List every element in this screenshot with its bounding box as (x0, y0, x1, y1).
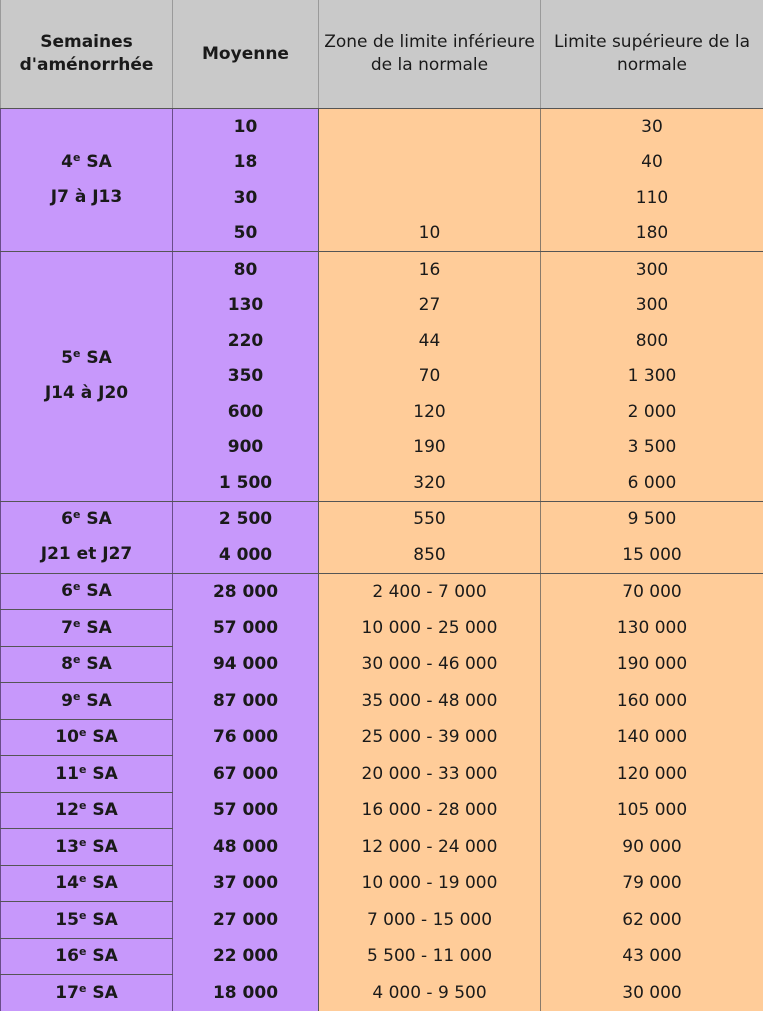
lower-cell: 120 (319, 394, 541, 430)
mean-cell: 350 (173, 359, 319, 395)
lower-cell: 850 (319, 537, 541, 573)
week-cell: 9e SA (1, 683, 173, 720)
mean-cell: 18 000 (173, 975, 319, 1011)
mean-cell: 57 000 (173, 610, 319, 647)
header-mean: Moyenne (173, 0, 319, 109)
table-row (1, 610, 763, 647)
week-cell: 17e SA (1, 975, 173, 1011)
group-6-sa (1, 501, 173, 573)
upper-cell: 1 300 (541, 359, 763, 395)
upper-cell: 140 000 (541, 719, 763, 756)
upper-cell: 62 000 (541, 902, 763, 939)
mean-cell: 80 (173, 252, 319, 288)
group-week-label: 5e SA (1, 341, 172, 377)
lower-cell: 70 (319, 359, 541, 395)
table-row (1, 109, 763, 145)
week-cell: 13e SA (1, 829, 173, 866)
lower-cell: 320 (319, 465, 541, 501)
upper-cell: 160 000 (541, 683, 763, 720)
mean-cell: 220 (173, 323, 319, 359)
upper-cell: 15 000 (541, 537, 763, 573)
mean-cell: 22 000 (173, 938, 319, 975)
table-row (1, 719, 763, 756)
group-4-sa (1, 109, 173, 252)
upper-cell: 2 000 (541, 394, 763, 430)
week-cell: 11e SA (1, 756, 173, 793)
week-cell: 10e SA (1, 719, 173, 756)
lower-cell: 10 (319, 216, 541, 252)
mean-cell: 900 (173, 430, 319, 466)
group-day-range: J14 à J20 (1, 376, 172, 412)
lower-cell: 16 (319, 252, 541, 288)
lower-cell: 10 000 - 25 000 (319, 610, 541, 647)
group-week-label: 4e SA (1, 145, 172, 181)
table-row (1, 938, 763, 975)
mean-cell: 2 500 (173, 501, 319, 537)
table-row (1, 829, 763, 866)
lower-cell: 550 (319, 501, 541, 537)
lower-cell: 7 000 - 15 000 (319, 902, 541, 939)
upper-cell: 79 000 (541, 865, 763, 902)
lower-cell: 16 000 - 28 000 (319, 792, 541, 829)
lower-cell: 30 000 - 46 000 (319, 646, 541, 683)
lower-cell: 20 000 - 33 000 (319, 756, 541, 793)
upper-cell: 30 000 (541, 975, 763, 1011)
mean-cell: 94 000 (173, 646, 319, 683)
lower-cell: 10 000 - 19 000 (319, 865, 541, 902)
lower-cell: 25 000 - 39 000 (319, 719, 541, 756)
table-row (1, 975, 763, 1011)
upper-cell: 130 000 (541, 610, 763, 647)
week-cell: 6e SA (1, 573, 173, 610)
upper-cell: 105 000 (541, 792, 763, 829)
mean-cell: 18 (173, 145, 319, 181)
mean-cell: 50 (173, 216, 319, 252)
lower-cell: 4 000 - 9 500 (319, 975, 541, 1011)
table-row (1, 902, 763, 939)
table-row (1, 865, 763, 902)
upper-cell: 800 (541, 323, 763, 359)
mean-cell: 37 000 (173, 865, 319, 902)
group-day-range: J21 et J27 (1, 537, 172, 573)
week-cell: 14e SA (1, 865, 173, 902)
week-cell: 16e SA (1, 938, 173, 975)
lower-cell (319, 145, 541, 181)
lower-cell: 44 (319, 323, 541, 359)
upper-cell: 300 (541, 252, 763, 288)
lower-cell: 35 000 - 48 000 (319, 683, 541, 720)
mean-cell: 4 000 (173, 537, 319, 573)
upper-cell: 3 500 (541, 430, 763, 466)
header-weeks: Semaines d'aménorrhée (1, 0, 173, 109)
week-cell: 15e SA (1, 902, 173, 939)
upper-cell: 70 000 (541, 573, 763, 610)
upper-cell: 300 (541, 288, 763, 324)
lower-cell (319, 180, 541, 216)
upper-cell: 43 000 (541, 938, 763, 975)
lower-cell: 190 (319, 430, 541, 466)
table-row (1, 683, 763, 720)
mean-cell: 30 (173, 180, 319, 216)
table-row (1, 501, 763, 537)
mean-cell: 48 000 (173, 829, 319, 866)
table-row (1, 573, 763, 610)
upper-cell: 40 (541, 145, 763, 181)
lower-cell: 2 400 - 7 000 (319, 573, 541, 610)
upper-cell: 190 000 (541, 646, 763, 683)
lower-cell: 27 (319, 288, 541, 324)
mean-cell: 130 (173, 288, 319, 324)
mean-cell: 600 (173, 394, 319, 430)
mean-cell: 1 500 (173, 465, 319, 501)
upper-cell: 180 (541, 216, 763, 252)
header-lower-limit: Zone de limite inférieure de la normale (319, 0, 541, 109)
week-cell: 8e SA (1, 646, 173, 683)
header-row (1, 0, 763, 109)
table-row (1, 252, 763, 288)
header-upper-limit: Limite supérieure de la normale (541, 0, 763, 109)
mean-cell: 87 000 (173, 683, 319, 720)
group-week-label: 6e SA (1, 502, 172, 538)
mean-cell: 27 000 (173, 902, 319, 939)
group-5-sa (1, 252, 173, 502)
mean-cell: 76 000 (173, 719, 319, 756)
week-cell: 12e SA (1, 792, 173, 829)
mean-cell: 67 000 (173, 756, 319, 793)
upper-cell: 6 000 (541, 465, 763, 501)
mean-cell: 10 (173, 109, 319, 145)
lower-cell (319, 109, 541, 145)
table-row (1, 792, 763, 829)
upper-cell: 90 000 (541, 829, 763, 866)
week-cell: 7e SA (1, 610, 173, 647)
upper-cell: 110 (541, 180, 763, 216)
table-row (1, 756, 763, 793)
lower-cell: 12 000 - 24 000 (319, 829, 541, 866)
mean-cell: 57 000 (173, 792, 319, 829)
mean-cell: 28 000 (173, 573, 319, 610)
upper-cell: 120 000 (541, 756, 763, 793)
lower-cell: 5 500 - 11 000 (319, 938, 541, 975)
group-day-range: J7 à J13 (1, 180, 172, 216)
table-row (1, 646, 763, 683)
upper-cell: 30 (541, 109, 763, 145)
upper-cell: 9 500 (541, 501, 763, 537)
